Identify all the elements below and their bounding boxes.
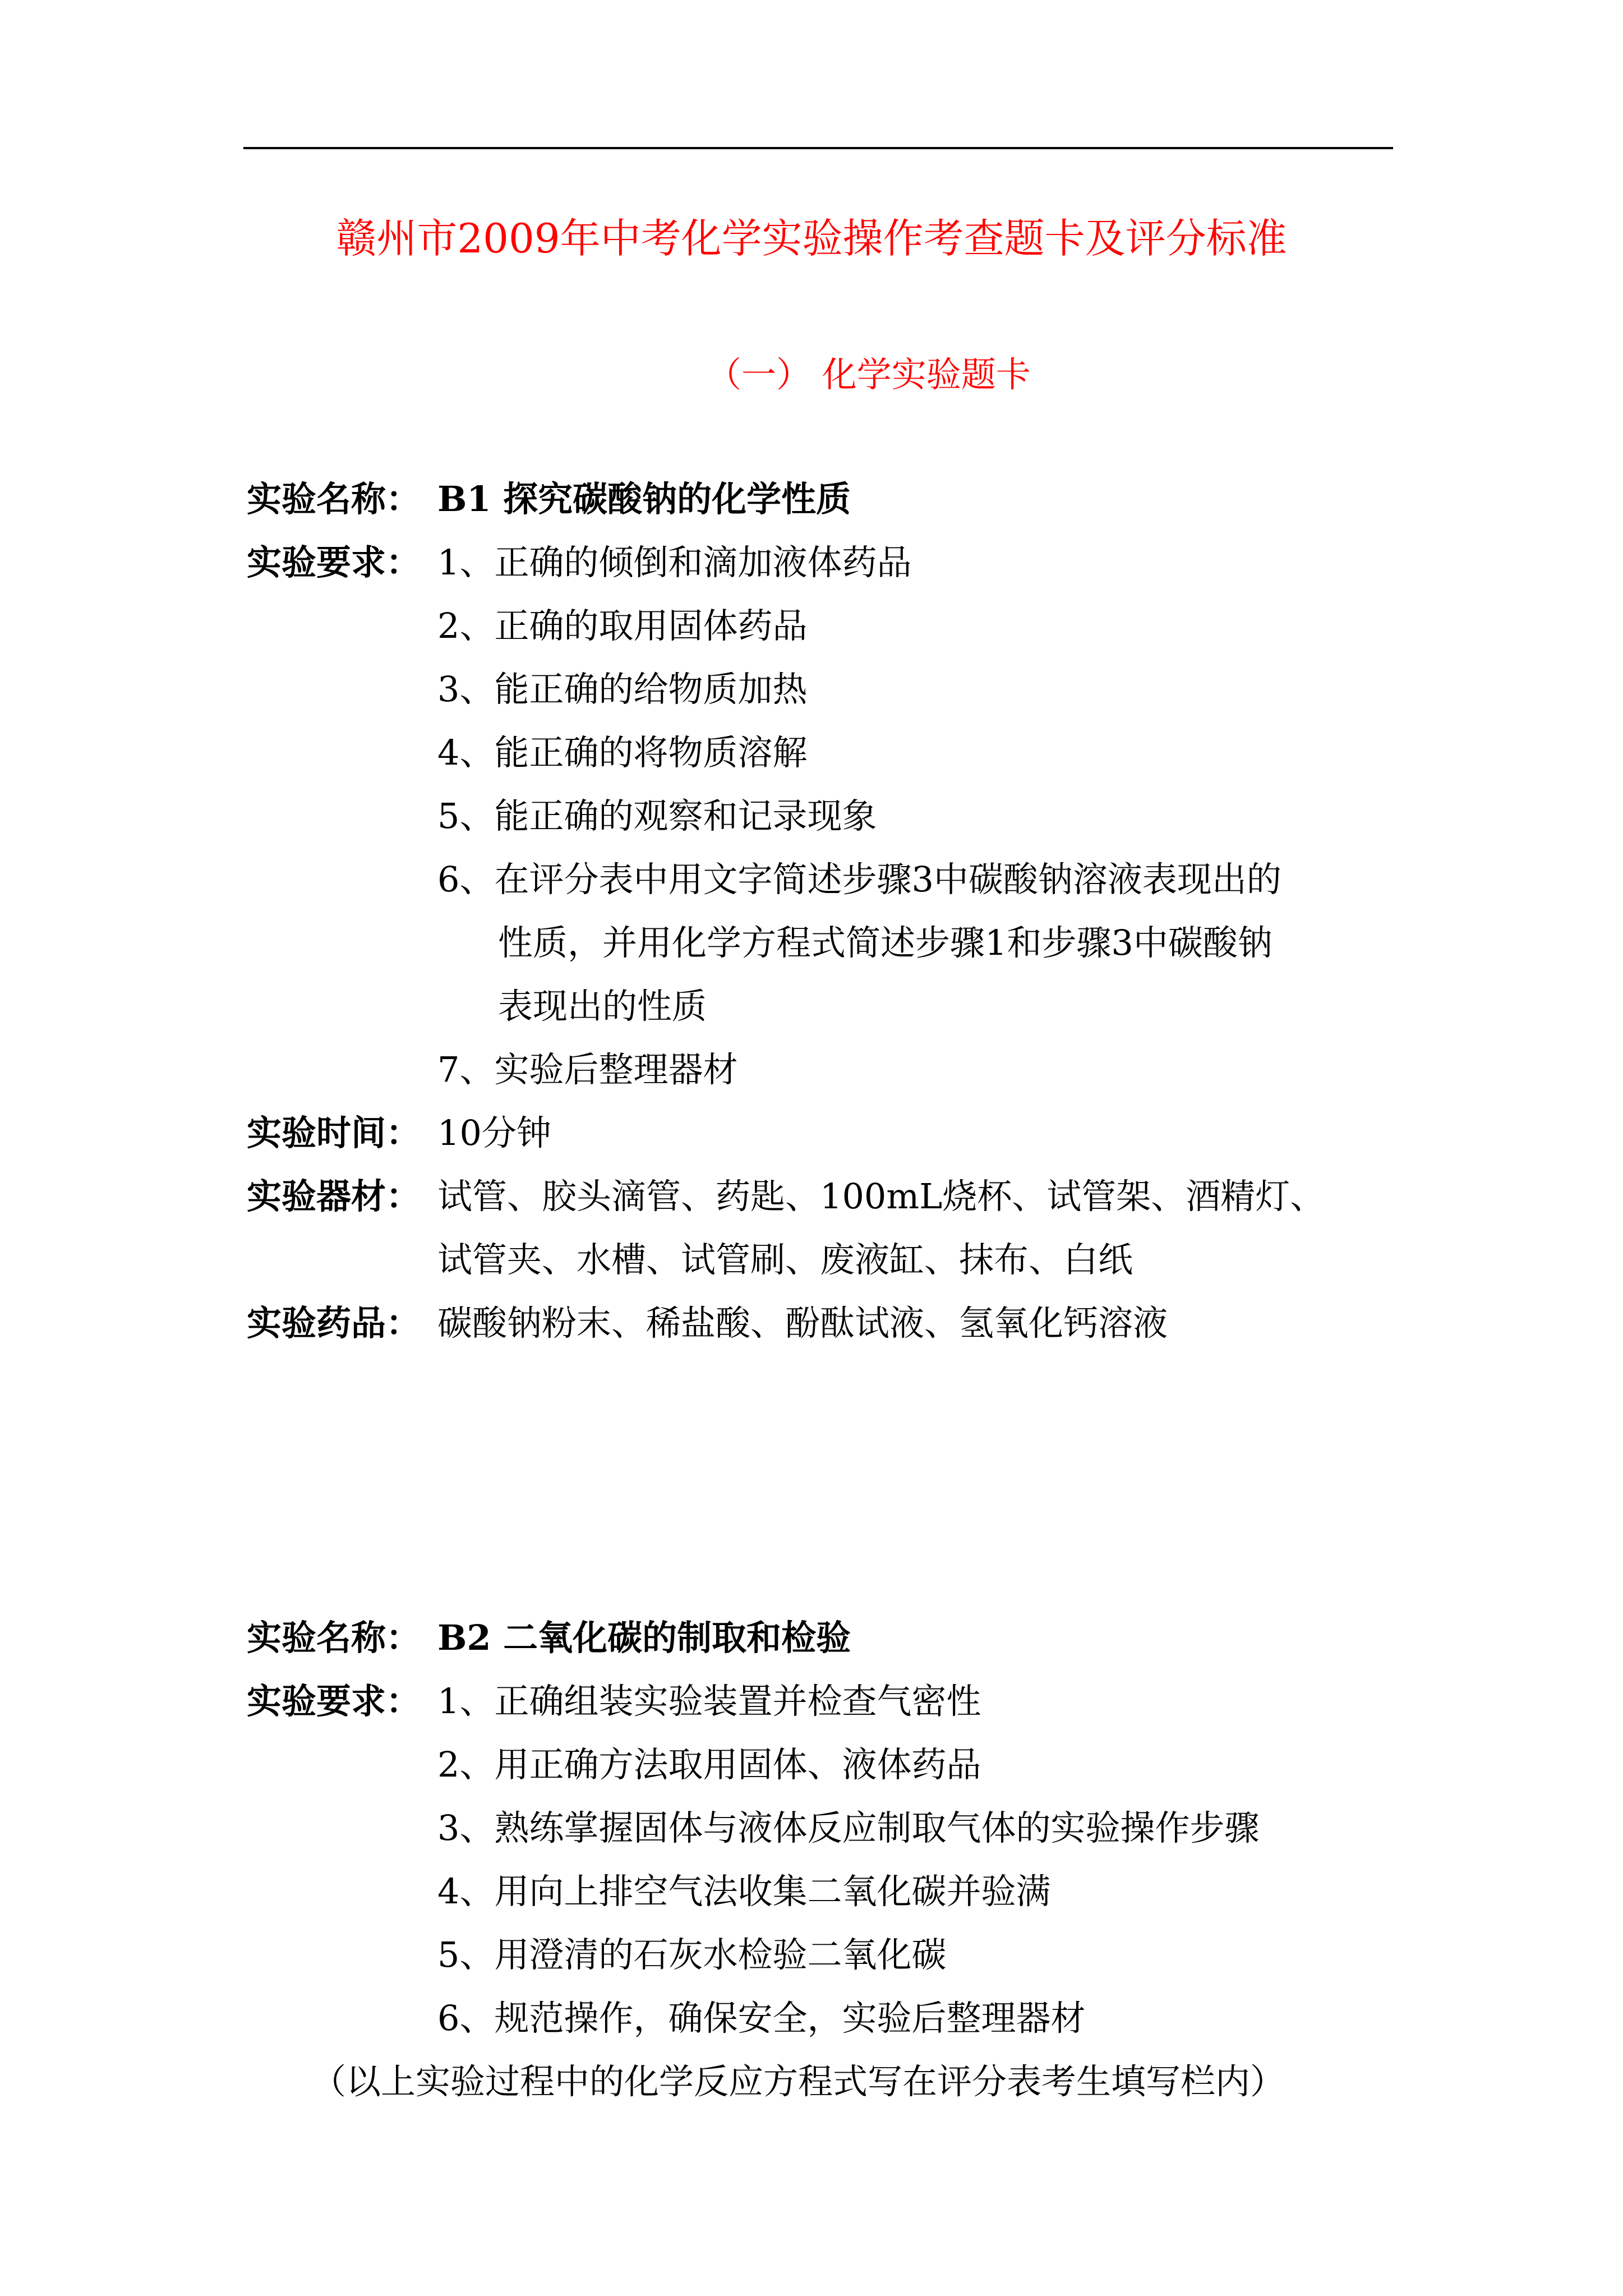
b1-time: 10分钟 bbox=[437, 1112, 551, 1153]
b1-name-label: 实验名称： bbox=[247, 478, 421, 519]
b2-name-label: 实验名称： bbox=[247, 1617, 421, 1658]
header-rule bbox=[243, 147, 1393, 149]
section-title: （一） 化学实验题卡 bbox=[707, 354, 1031, 395]
b1-requirement-5: 5、能正确的观察和记录现象 bbox=[437, 795, 877, 836]
b1-requirement-4: 4、能正确的将物质溶解 bbox=[437, 732, 808, 773]
b1-chemicals-label: 实验药品： bbox=[247, 1303, 421, 1343]
b1-requirement-6-cont: 性质，并用化学方程式简述步骤1和步骤3中碳酸钠 bbox=[498, 922, 1272, 963]
b1-equipment-line-1: 试管、胶头滴管、药匙、100mL烧杯、试管架、酒精灯、 bbox=[437, 1176, 1325, 1217]
b1-chemicals: 碳酸钠粉末、稀盐酸、酚酞试液、氢氧化钙溶液 bbox=[437, 1303, 1168, 1343]
b2-requirement-3: 3、熟练掌握固体与液体反应制取气体的实验操作步骤 bbox=[437, 1807, 1260, 1848]
b1-requirement-1: 1、正确的倾倒和滴加液体药品 bbox=[437, 542, 912, 583]
b1-requirement-6-cont2: 表现出的性质 bbox=[498, 986, 707, 1027]
b1-requirement-3: 3、能正确的给物质加热 bbox=[437, 669, 808, 710]
b1-requirement-7: 7、实验后整理器材 bbox=[437, 1049, 738, 1090]
b2-requirement-1: 1、正确组装实验装置并检查气密性 bbox=[437, 1681, 981, 1722]
b2-note: （以上实验过程中的化学反应方程式写在评分表考生填写栏内） bbox=[311, 2061, 1285, 2102]
b2-requirement-5: 5、用澄清的石灰水检验二氧化碳 bbox=[437, 1934, 947, 1975]
b2-requirement-4: 4、用向上排空气法收集二氧化碳并验满 bbox=[437, 1871, 1051, 1912]
b1-experiment-name: B1 探究碳酸钠的化学性质 bbox=[437, 478, 851, 519]
b2-requirement-6: 6、规范操作，确保安全，实验后整理器材 bbox=[437, 1998, 1086, 2039]
b1-requirement-6: 6、在评分表中用文字简述步骤3中碳酸钠溶液表现出的 bbox=[437, 859, 1281, 900]
b1-equipment-label: 实验器材： bbox=[247, 1176, 421, 1217]
b1-requirement-2: 2、正确的取用固体药品 bbox=[437, 605, 808, 646]
document-title: 赣州市2009年中考化学实验操作考查题卡及评分标准 bbox=[336, 215, 1287, 262]
b2-requirements-label: 实验要求： bbox=[247, 1681, 421, 1722]
b1-time-label: 实验时间： bbox=[247, 1112, 421, 1153]
b2-requirement-2: 2、用正确方法取用固体、液体药品 bbox=[437, 1744, 981, 1785]
b2-experiment-name: B2 二氧化碳的制取和检验 bbox=[437, 1617, 851, 1658]
b1-requirements-label: 实验要求： bbox=[247, 542, 421, 583]
b1-equipment-line-2: 试管夹、水槽、试管刷、废液缸、抹布、白纸 bbox=[437, 1239, 1133, 1280]
